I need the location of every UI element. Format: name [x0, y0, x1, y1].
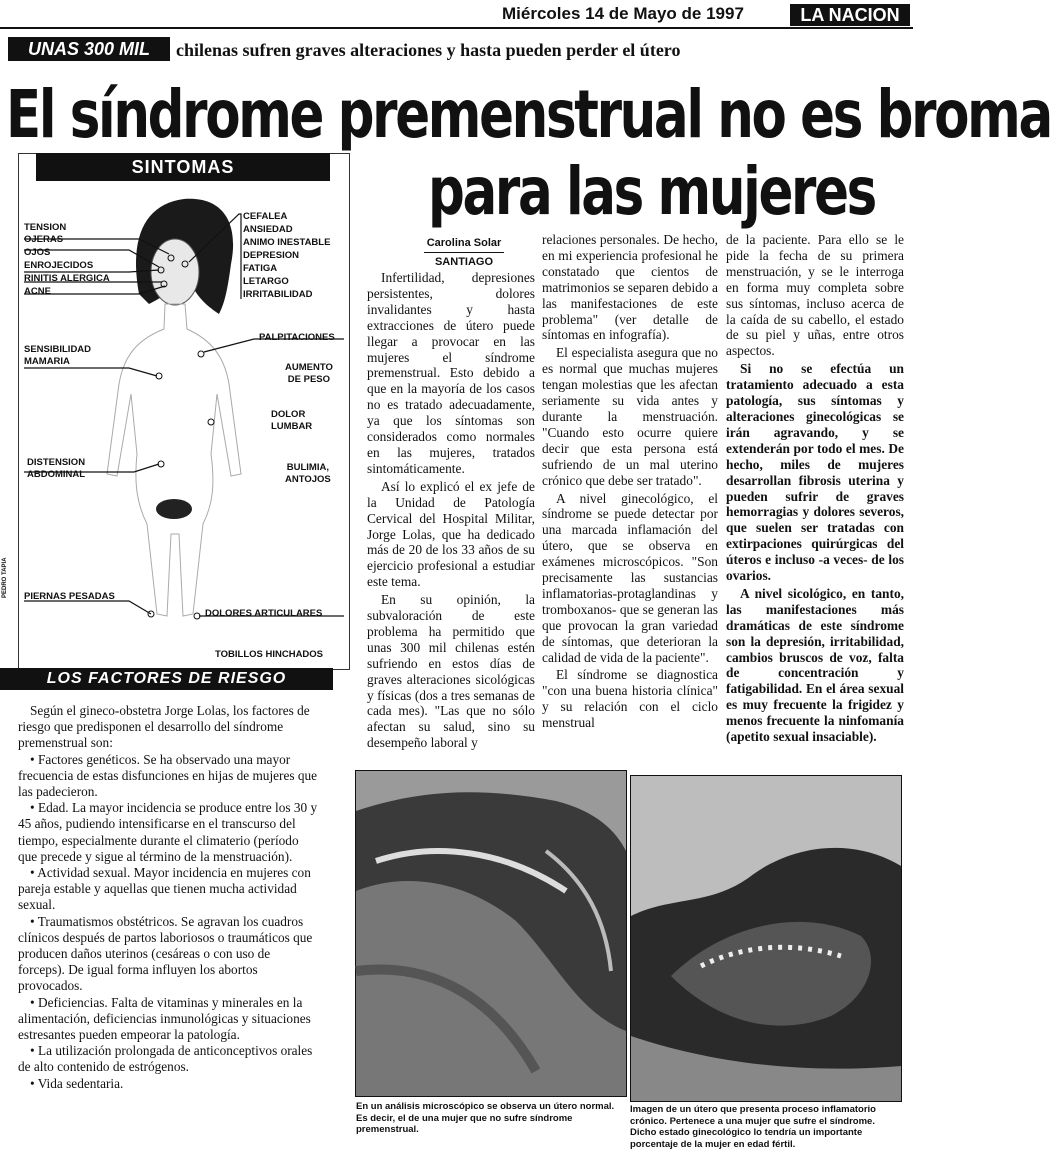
risk-factors-box	[18, 703, 318, 1092]
risk-item: • Vida sedentaria.	[30, 1075, 124, 1091]
symptom-acne: ACNE	[24, 286, 51, 297]
risk-factors-title: LOS FACTORES DE RIESGO	[0, 668, 333, 690]
symptom-irritabilidad: IRRITABILIDAD	[243, 289, 313, 300]
symptoms-infographic	[18, 153, 350, 670]
paragraph: En su opinión, la subvaloración de este problema ha permitido que unas 300 mil chilenas estén sufriendo en estos días de graves alteraciones sicológicas y físicas (dos a tres semanas de cada mes). "Las que no sólo afectan su salud, sino su desempeño laboral y	[367, 592, 535, 751]
symptom-fatiga: FATIGA	[243, 263, 278, 274]
kicker-text: chilenas sufren graves alteraciones y hasta pueden perder el útero	[176, 40, 681, 60]
symptom-animo: ANIMO INESTABLE	[243, 237, 331, 248]
symptom-distension: DISTENSION ABDOMINAL	[27, 457, 86, 480]
issue-date: Miércoles 14 de Mayo de 1997	[502, 4, 744, 23]
microscope-photo-normal	[355, 770, 627, 1097]
article-column-2	[542, 232, 718, 733]
article-column-1	[367, 270, 535, 753]
dateline: SANTIAGO	[434, 256, 494, 268]
paragraph: A nivel sicológico, en tanto, las manifestaciones más dramáticas de este síndrome son la depresión, irritabilidad, cambios bruscos de voz, falta de concentración y fatigabilidad. En el área sexual es muy frecuente la frigidez y menos frecuente la ninfomanía (apetito sexual insaciable).	[726, 585, 904, 745]
photo-caption-normal: En un análisis microscópico se observa un útero normal. Es decir, el de una mujer que no sufre síndrome premenstrual.	[356, 1101, 615, 1135]
risk-item: • Edad. La mayor incidencia se produce entre los 30 y 45 años, pudiendo intensificarse en el transcurso del tiempo, especialmente durante el climaterio (período que precede y sigue al término de la menstruación).	[18, 800, 318, 864]
infographic-title: SINTOMAS	[36, 153, 330, 181]
symptom-ojos: OJOS	[24, 247, 51, 258]
paragraph: Así lo explicó el ex jefe de la Unidad de Patología Cervical del Hospital Militar, Jorge Lolas, que ha dedicado más de 20 de los 33 años de su ejercicio profesional a estudiar este tema.	[367, 478, 535, 590]
headline-line-1: El síndrome premenstrual no es broma	[6, 76, 1051, 153]
risk-item: • Factores genéticos. Se ha observado una mayor frecuencia de estas disfunciones en hijas de mujeres que las padecieron.	[18, 751, 318, 800]
risk-intro: Según el gineco-obstetra Jorge Lolas, los factores de riesgo que predisponen el desarrollo del síndrome premenstrual son:	[18, 703, 310, 751]
photo-caption-inflamed: Imagen de un útero que presenta proceso inflamatorio crónico. Pertenece a una mujer que sufre el síndrome. Dicho estado ginecológico lo tendría un importante porcentaje de la mujer en edad fértil.	[630, 1104, 876, 1150]
symptom-cefalea: CEFALEA	[243, 211, 288, 222]
symptom-lumbar: DOLOR LUMBAR	[271, 409, 313, 432]
paragraph: El síndrome se diagnostica "con una buena historia clínica" y su relación con el ciclo menstrual	[542, 667, 718, 731]
risk-item: • Deficiencias. Falta de vitaminas y minerales en la alimentación, deficiencias inmunológicas y situaciones estresantes pueden empeorar la patología.	[18, 994, 311, 1043]
illustration-credit: PEDRO TAPIA	[2, 557, 8, 598]
microscope-photo-inflamed	[630, 775, 902, 1102]
byline-rule	[424, 252, 504, 253]
symptom-ojeras: OJERAS	[24, 234, 64, 245]
paragraph: Infertilidad, depresiones persistentes, dolores invalidantes y hasta extracciones de útero puede llegar a provocar en las mujeres el síndrome premenstrual. Esto debido a que en la mayoría de los casos no es tratado adecuadamente, ya que los síntomas son considerados como normales en las mujeres, tratados sintomáticamente.	[367, 270, 535, 476]
symptom-letargo: LETARGO	[243, 276, 289, 287]
symptom-depresion: DEPRESION	[243, 250, 299, 261]
symptom-enrojecidos: ENROJECIDOS	[24, 260, 94, 271]
symptom-piernas: PIERNAS PESADAS	[24, 591, 115, 602]
symptom-tension: TENSION	[24, 222, 67, 233]
risk-item: • Actividad sexual. Mayor incidencia en mujeres con pareja estable y aquellas que tienen mucha actividad sexual.	[18, 865, 311, 913]
symptom-peso: AUMENTO DE PESO	[285, 362, 333, 385]
symptom-bulimia: BULIMIA, ANTOJOS	[285, 462, 331, 485]
symptom-sensibilidad: SENSIBILIDAD MAMARIA	[24, 344, 92, 367]
paragraph: El especialista asegura que no es normal que muchas mujeres tengan molestias que les afectan seriamente su vida antes y durante la menstruación. "Cuando esto ocurre quiere decir que esta persona está sufriendo de un mal uterino crónico que debe ser tratado".	[542, 345, 718, 488]
symptom-palpitaciones: PALPITACIONES	[259, 332, 335, 343]
risk-item: • La utilización prolongada de anticonceptivos orales de alto contenido de estrógenos.	[18, 1043, 313, 1075]
author-name: Carolina Solar	[426, 237, 502, 249]
symptom-ansiedad: ANSIEDAD	[243, 224, 293, 235]
article-column-3	[726, 232, 904, 747]
masthead-rule	[0, 27, 913, 29]
symptom-tobillos: TOBILLOS HINCHADOS	[215, 649, 324, 660]
paragraph: A nivel ginecológico, el síndrome se puede detectar por una marcada inflamación del útero, que se observa en exámenes microscópicos. "Son precisamente las sustancias inflamatorias-protaglandinas y tromboxanos- que se generan las que provocan la gran variedad de síntomas, que deterioran la calidad de vida de la paciente".	[542, 490, 718, 665]
paragraph: de la paciente. Para ello se le pide la fecha de su primera menstruación, y se le interroga en forma muy completa sobre sus síntomas, incluso acerca de la caída de su cabello, el estado de su piel y uñas, entre otros aspectos.	[726, 232, 904, 359]
kicker-tag: UNAS 300 MIL	[8, 37, 170, 61]
risk-item: • Traumatismos obstétricos. Se agravan los cuadros clínicos después de partos laboriosos o traumáticos que producen daños uterinos (cesáreas o con uso de forceps). De igual forma influyen los abortos provocados.	[18, 913, 313, 994]
paragraph: Si no se efectúa un tratamiento adecuado a esta patología, sus síntomas y alteraciones ginecológicas se irán agravando, y se extenderán por todo el mes. De hecho, miles de mujeres desarrollan fibrosis uterina y pueden sufrir de graves hemorragias y dolores severos, que suelen ser tratadas con extirpaciones quirúrgicas del úteros e incluso -a veces- de los ovarios.	[726, 361, 904, 584]
byline	[414, 236, 514, 269]
symptom-rinitis: RINITIS ALERGICA	[24, 273, 110, 284]
headline-line-2: para las mujeres	[428, 153, 875, 230]
symptom-articulares: DOLORES ARTICULARES	[205, 608, 323, 619]
paragraph: relaciones personales. De hecho, en mi experiencia profesional he constatado que cientos de matrimonios se separen debido a las manifestaciones de este problema" (ver detalle de síntomas en infografía).	[542, 232, 718, 343]
newspaper-logo: LA NACION	[790, 4, 910, 26]
